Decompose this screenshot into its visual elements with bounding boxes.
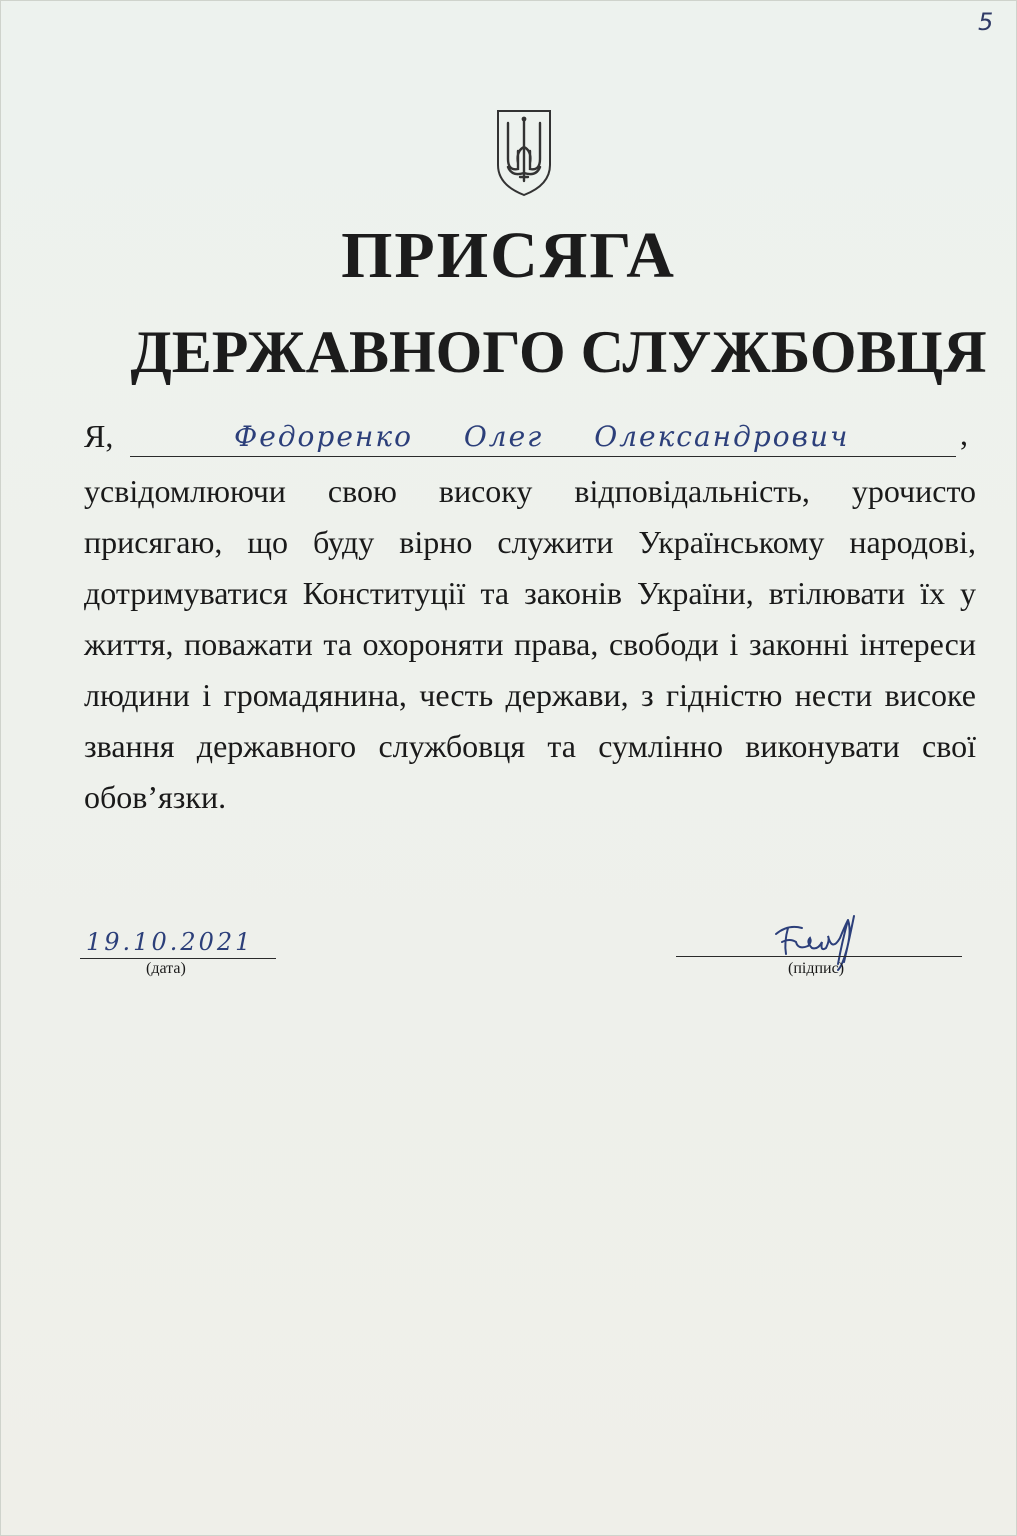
handwritten-name: Федоренко Олег Олександрович [234, 420, 850, 453]
trident-emblem-icon [494, 107, 554, 197]
oath-text: усвідомлюючи свою високу відповідальність, урочисто присягаю, що буду вірно служити Українському народові, дотримуватися Конституції та законів України, втілювати їх у життя, поважати та охороняти права, свободи і законні інтереси людини і громадянина, честь держави, з гідністю нести високе звання державного службовця та сумлінно виконувати свої обов’язки. [84, 473, 976, 815]
name-prefix: Я, [84, 418, 114, 454]
signature-caption: (підпис) [788, 960, 845, 977]
handwritten-date: 19.10.2021 [86, 928, 254, 956]
date-underline [80, 958, 276, 959]
name-suffix: , [960, 416, 968, 452]
date-caption: (дата) [146, 960, 186, 977]
document-subtitle: ДЕРЖАВНОГО СЛУЖБОВЦЯ [130, 319, 987, 385]
document-title: ПРИСЯГА [341, 219, 676, 292]
page-number: 5 [978, 8, 994, 36]
signature-underline [676, 956, 962, 957]
name-field [84, 414, 974, 464]
name-underline [130, 456, 956, 457]
